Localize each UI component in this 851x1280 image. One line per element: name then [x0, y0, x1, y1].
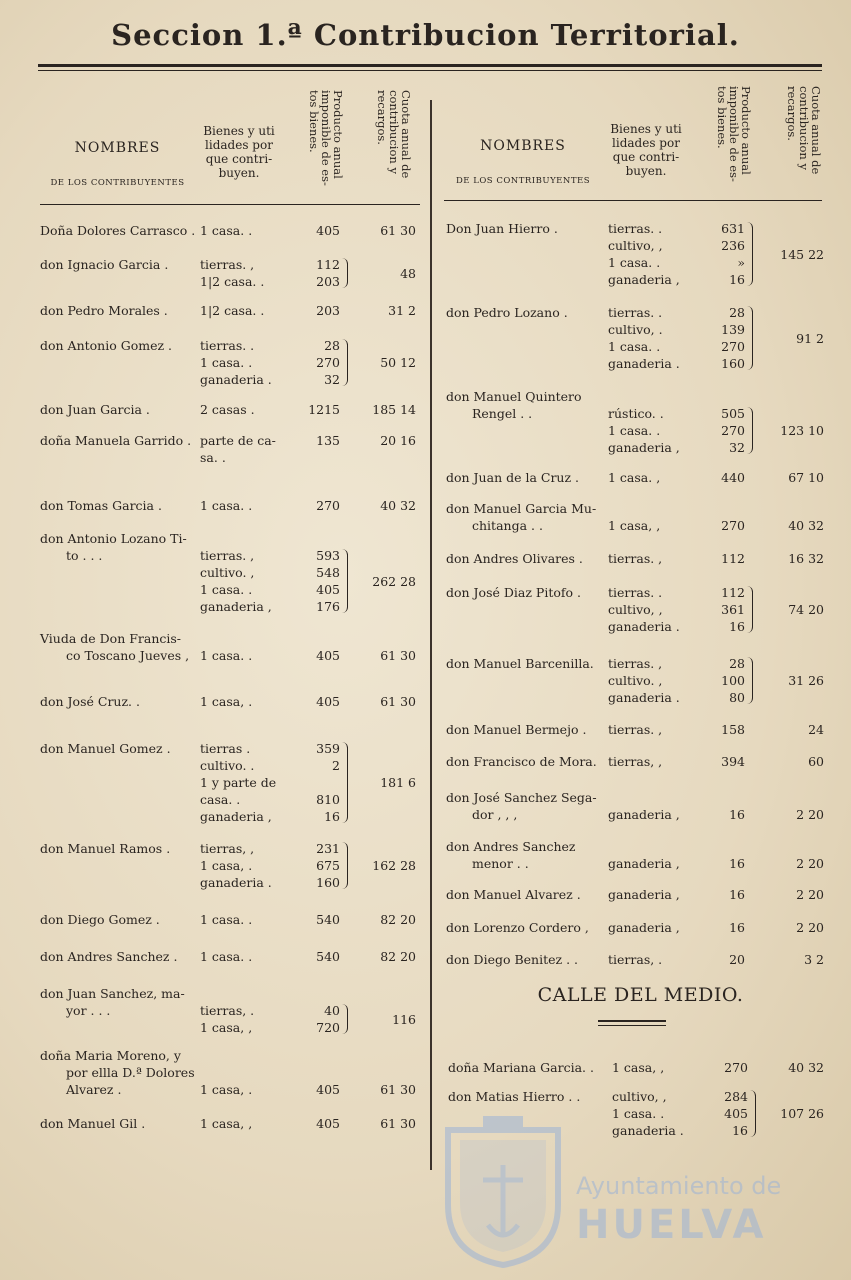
street-heading: CALLE DEL MEDIO. — [537, 984, 744, 1006]
product-value: 631 — [721, 221, 745, 236]
product-value: 16 — [729, 887, 745, 902]
cuota-value: 61 30 — [380, 1116, 416, 1131]
goods-item: ganaderia , — [608, 856, 680, 871]
product-value: 405 — [316, 582, 340, 597]
product-value: 675 — [316, 858, 340, 873]
goods-item: tierras . — [200, 741, 251, 756]
grouping-brace — [342, 842, 348, 889]
watermark — [438, 1110, 848, 1270]
goods-item: ganaderia . — [612, 1123, 684, 1138]
contributor-name: Alvarez . — [66, 1082, 122, 1097]
cuota-value: 61 30 — [380, 1082, 416, 1097]
cuota-value: 2 20 — [796, 887, 824, 902]
cuota-value: 60 — [808, 754, 824, 769]
goods-item: ganaderia . — [608, 356, 680, 371]
page-title: Seccion 1.ª Contribucion Territorial. — [111, 18, 740, 52]
product-value: 405 — [316, 1082, 340, 1097]
goods-item: casa. . — [200, 792, 241, 807]
cuota-value: 50 12 — [380, 355, 416, 370]
header-rule — [40, 204, 420, 205]
contributor-name: dor , , , — [472, 807, 518, 822]
goods-item: ganaderia , — [200, 599, 272, 614]
goods-item: tierras. , — [608, 722, 663, 737]
product-value: 112 — [721, 551, 745, 566]
product-value: 361 — [721, 602, 745, 617]
goods-item: ganaderia , — [608, 920, 680, 935]
product-value: 135 — [316, 433, 340, 448]
contributor-name: don Juan Garcia . — [40, 402, 150, 417]
product-value: 16 — [324, 809, 340, 824]
grouping-brace — [342, 258, 348, 288]
title-rule — [38, 64, 822, 67]
goods-item: tierras. , — [200, 548, 255, 563]
goods-item: rústico. . — [608, 406, 664, 421]
coat-of-arms-icon — [438, 1110, 568, 1270]
cuota-value: 162 28 — [372, 858, 416, 873]
contributor-name: don Andres Sanchez — [446, 839, 576, 854]
contributor-name: don Lorenzo Cordero , — [446, 920, 589, 935]
grouping-brace — [747, 407, 753, 454]
product-value: 284 — [724, 1089, 748, 1104]
cuota-value: 40 32 — [788, 1060, 824, 1075]
cuota-value: 61 30 — [380, 223, 416, 238]
product-value: 231 — [316, 841, 340, 856]
product-value: 176 — [316, 599, 340, 614]
column-divider — [430, 100, 432, 1170]
product-value: 139 — [721, 322, 745, 337]
contributor-name: don José Cruz. . — [40, 694, 140, 709]
product-value: 203 — [316, 274, 340, 289]
product-value: 440 — [721, 470, 745, 485]
goods-item: parte de ca- — [200, 433, 276, 448]
contributor-name: don Manuel Ramos . — [40, 841, 171, 856]
goods-item: 1 casa. . — [200, 223, 253, 238]
header-bienes: Bienes y uti lidades por que contri- buyen. — [203, 124, 275, 180]
cuota-value: 82 20 — [380, 949, 416, 964]
cuota-value: 82 20 — [380, 912, 416, 927]
cuota-value: 67 10 — [788, 470, 824, 485]
goods-item: tierras, , — [200, 841, 255, 856]
goods-item: 1 casa. . — [200, 648, 253, 663]
product-value: 100 — [721, 673, 745, 688]
contributor-name: don Manuel Bermejo . — [446, 722, 587, 737]
goods-item: ganaderia . — [200, 875, 272, 890]
product-value: 593 — [316, 548, 340, 563]
cuota-value: 61 30 — [380, 648, 416, 663]
cuota-value: 20 16 — [380, 433, 416, 448]
product-value: 270 — [721, 339, 745, 354]
goods-item: 1 casa. . — [200, 582, 253, 597]
goods-item: tierras. , — [200, 257, 255, 272]
cuota-value: 145 22 — [780, 246, 824, 262]
product-value: 112 — [316, 257, 340, 272]
contributor-name: don Pedro Lozano . — [446, 305, 568, 320]
goods-item: 1 casa. . — [612, 1106, 665, 1121]
goods-item: tierras. , — [608, 551, 663, 566]
contributor-name: don José Sanchez Sega- — [446, 790, 597, 805]
goods-item: tierras, . — [608, 952, 663, 967]
contributor-name: to . . . — [66, 548, 103, 563]
goods-item: 1|2 casa. . — [200, 274, 265, 289]
product-value: 28 — [324, 338, 340, 353]
cuota-value: 31 26 — [788, 673, 824, 688]
cuota-value: 16 32 — [788, 551, 824, 566]
goods-item: cultivo. , — [200, 565, 255, 580]
header-producto: Producto anual imponible de es- tos bienes. — [715, 86, 753, 182]
product-value: 405 — [316, 223, 340, 238]
contributor-name: don Juan de la Cruz . — [446, 470, 580, 485]
goods-item: cultivo, , — [612, 1089, 667, 1104]
goods-item: ganaderia , — [608, 440, 680, 455]
cuota-value: 262 28 — [372, 573, 416, 589]
goods-item: 1 casa. . — [608, 423, 661, 438]
cuota-value: 91 2 — [796, 330, 824, 346]
contributor-name: doña Maria Moreno, y — [40, 1048, 181, 1063]
grouping-brace — [747, 586, 753, 633]
grouping-brace — [342, 1004, 348, 1034]
grouping-brace — [342, 549, 348, 613]
product-value: 270 — [721, 423, 745, 438]
goods-item: tierras. , — [608, 656, 663, 671]
product-value: 1215 — [308, 402, 340, 417]
goods-item: tierras. . — [608, 585, 663, 600]
product-value: 160 — [721, 356, 745, 371]
contributor-name: por ellla D.ª Dolores — [66, 1065, 195, 1080]
product-value: 80 — [729, 690, 745, 705]
header-bienes: Bienes y uti lidades por que contri- buyen. — [610, 122, 682, 178]
product-value: 32 — [324, 372, 340, 387]
goods-item: tierras. . — [608, 305, 663, 320]
product-value: 16 — [729, 920, 745, 935]
goods-item: tierras, , — [608, 754, 663, 769]
cuota-value: 185 14 — [372, 402, 416, 417]
goods-item: 1 casa, , — [200, 1116, 253, 1131]
contributor-name: don Tomas Garcia . — [40, 498, 162, 513]
cuota-value: 48 — [400, 265, 416, 281]
title-rule-thin — [38, 70, 822, 71]
product-value: 394 — [721, 754, 745, 769]
cuota-value: 31 2 — [388, 303, 416, 318]
product-value: 548 — [316, 565, 340, 580]
cuota-value: 24 — [808, 722, 824, 737]
contributor-name: don Juan Sanchez, ma- — [40, 986, 185, 1001]
contributor-name: don Ignacio Garcia . — [40, 257, 169, 272]
product-value: 16 — [729, 272, 745, 287]
goods-item: tierras, . — [200, 1003, 255, 1018]
cuota-value: 3 2 — [804, 952, 824, 967]
product-value: 2 — [332, 758, 340, 773]
goods-item: 1 casa. . — [200, 949, 253, 964]
goods-item: tierras. . — [608, 221, 663, 236]
product-value: 270 — [724, 1060, 748, 1075]
contributor-name: don Pedro Morales . — [40, 303, 168, 318]
contributor-name: Don Juan Hierro . — [446, 221, 558, 236]
grouping-brace — [342, 339, 348, 386]
contributor-name: don Manuel Alvarez . — [446, 887, 581, 902]
contributor-name: don Manuel Barcenilla. — [446, 656, 594, 671]
goods-item: 1 y parte de — [200, 775, 277, 790]
goods-item: ganaderia , — [200, 809, 272, 824]
product-value: 405 — [316, 1116, 340, 1131]
goods-item: ganaderia , — [608, 887, 680, 902]
product-value: 28 — [729, 656, 745, 671]
header-nombres: NOMBRES DE LOS CONTRIBUYENTES — [50, 140, 185, 188]
product-value: 236 — [721, 238, 745, 253]
goods-item: 1 casa. . — [608, 339, 661, 354]
contributor-name: co Toscano Jueves , — [66, 648, 190, 663]
goods-item: 1 casa, , — [200, 1020, 253, 1035]
header-cuota: Cuota anual de contribucion y recargos. — [375, 90, 413, 179]
contributor-name: Rengel . . — [472, 406, 533, 421]
contributor-name: don Manuel Gomez . — [40, 741, 171, 756]
product-value: 810 — [316, 792, 340, 807]
product-value: 16 — [732, 1123, 748, 1138]
goods-item: sa. . — [200, 450, 226, 465]
contributor-name: don Andres Sanchez . — [40, 949, 178, 964]
product-value: 40 — [324, 1003, 340, 1018]
contributor-name: doña Mariana Garcia. . — [448, 1060, 594, 1075]
goods-item: cultivo. , — [608, 673, 663, 688]
goods-item: 1 casa. . — [608, 255, 661, 270]
product-value: 540 — [316, 912, 340, 927]
goods-item: 1 casa, , — [608, 518, 661, 533]
cuota-value: 2 20 — [796, 856, 824, 871]
cuota-value: 40 32 — [788, 518, 824, 533]
cuota-value: 2 20 — [796, 807, 824, 822]
goods-item: ganaderia . — [608, 619, 680, 634]
product-value: » — [737, 255, 745, 270]
grouping-brace — [747, 222, 753, 286]
cuota-value: 107 26 — [780, 1106, 824, 1121]
product-value: 160 — [316, 875, 340, 890]
grouping-brace — [747, 306, 753, 370]
product-value: 720 — [316, 1020, 340, 1035]
product-value: 158 — [721, 722, 745, 737]
contributor-name: don Diego Benitez . . — [446, 952, 579, 967]
product-value: 32 — [729, 440, 745, 455]
goods-item: 1 casa, . — [200, 1082, 253, 1097]
product-value: 270 — [316, 355, 340, 370]
product-value: 405 — [724, 1106, 748, 1121]
cuota-value: 123 10 — [780, 423, 824, 438]
contributor-name: doña Manuela Garrido . — [40, 433, 192, 448]
contributor-name: don Matias Hierro . . — [448, 1089, 581, 1104]
goods-item: 1 casa, . — [200, 694, 253, 709]
goods-item: ganaderia . — [608, 690, 680, 705]
goods-item: ganaderia , — [608, 272, 680, 287]
goods-item: 1|2 casa. . — [200, 303, 265, 318]
product-value: 359 — [316, 741, 340, 756]
contributor-name: yor . . . — [66, 1003, 111, 1018]
goods-item: ganaderia , — [608, 807, 680, 822]
cuota-value: 61 30 — [380, 694, 416, 709]
contributor-name: don Antonio Lozano Ti- — [40, 531, 187, 546]
goods-item: 1 casa. , — [608, 470, 661, 485]
header-producto: Producto anual imponible de es- tos bienes. — [307, 90, 345, 186]
cuota-value: 116 — [392, 1011, 416, 1027]
contributor-name: don Manuel Quintero — [446, 389, 582, 404]
goods-item: 1 casa, , — [612, 1060, 665, 1075]
product-value: 270 — [721, 518, 745, 533]
watermark-line1: Ayuntamiento de — [576, 1172, 782, 1200]
goods-item: 1 casa, . — [200, 858, 253, 873]
grouping-brace — [342, 742, 348, 823]
header-rule — [444, 200, 822, 201]
header-cuota: Cuota anual de contribucion y recargos. — [785, 86, 823, 175]
goods-item: cultivo, , — [608, 238, 663, 253]
contributor-name: don Manuel Garcia Mu- — [446, 501, 597, 516]
cuota-value: 181 6 — [380, 775, 416, 790]
contributor-name: don Antonio Gomez . — [40, 338, 173, 353]
product-value: 405 — [316, 648, 340, 663]
contributor-name: don Manuel Gil . — [40, 1116, 146, 1131]
goods-item: cultivo. . — [200, 758, 255, 773]
product-value: 16 — [729, 807, 745, 822]
goods-item: 2 casas . — [200, 402, 255, 417]
cuota-value: 2 20 — [796, 920, 824, 935]
product-value: 203 — [316, 303, 340, 318]
contributor-name: Viuda de Don Francis- — [40, 631, 182, 646]
product-value: 405 — [316, 694, 340, 709]
goods-item: ganaderia . — [200, 372, 272, 387]
goods-item: 1 casa. . — [200, 498, 253, 513]
watermark-line2: HUELVA — [576, 1202, 767, 1248]
goods-item: cultivo, . — [608, 322, 663, 337]
goods-item: 1 casa. . — [200, 912, 253, 927]
goods-item: cultivo, , — [608, 602, 663, 617]
contributor-name: don Andres Olivares . — [446, 551, 583, 566]
goods-item: 1 casa. . — [200, 355, 253, 370]
goods-item: tierras. . — [200, 338, 255, 353]
cuota-value: 74 20 — [788, 602, 824, 617]
product-value: 28 — [729, 305, 745, 320]
contributor-name: don José Diaz Pitofo . — [446, 585, 581, 600]
product-value: 16 — [729, 619, 745, 634]
product-value: 270 — [316, 498, 340, 513]
contributor-name: don Francisco de Mora. — [446, 754, 597, 769]
grouping-brace — [747, 657, 753, 704]
product-value: 16 — [729, 856, 745, 871]
product-value: 540 — [316, 949, 340, 964]
product-value: 20 — [729, 952, 745, 967]
contributor-name: menor . . — [472, 856, 529, 871]
product-value: 112 — [721, 585, 745, 600]
header-nombres: NOMBRES DE LOS CONTRIBUYENTES — [455, 138, 591, 186]
product-value: 505 — [721, 406, 745, 421]
street-rule — [598, 1020, 666, 1026]
contributor-name: chitanga . . — [472, 518, 543, 533]
cuota-value: 40 32 — [380, 498, 416, 513]
contributor-name: Doña Dolores Carrasco . — [40, 223, 196, 238]
contributor-name: don Diego Gomez . — [40, 912, 160, 927]
